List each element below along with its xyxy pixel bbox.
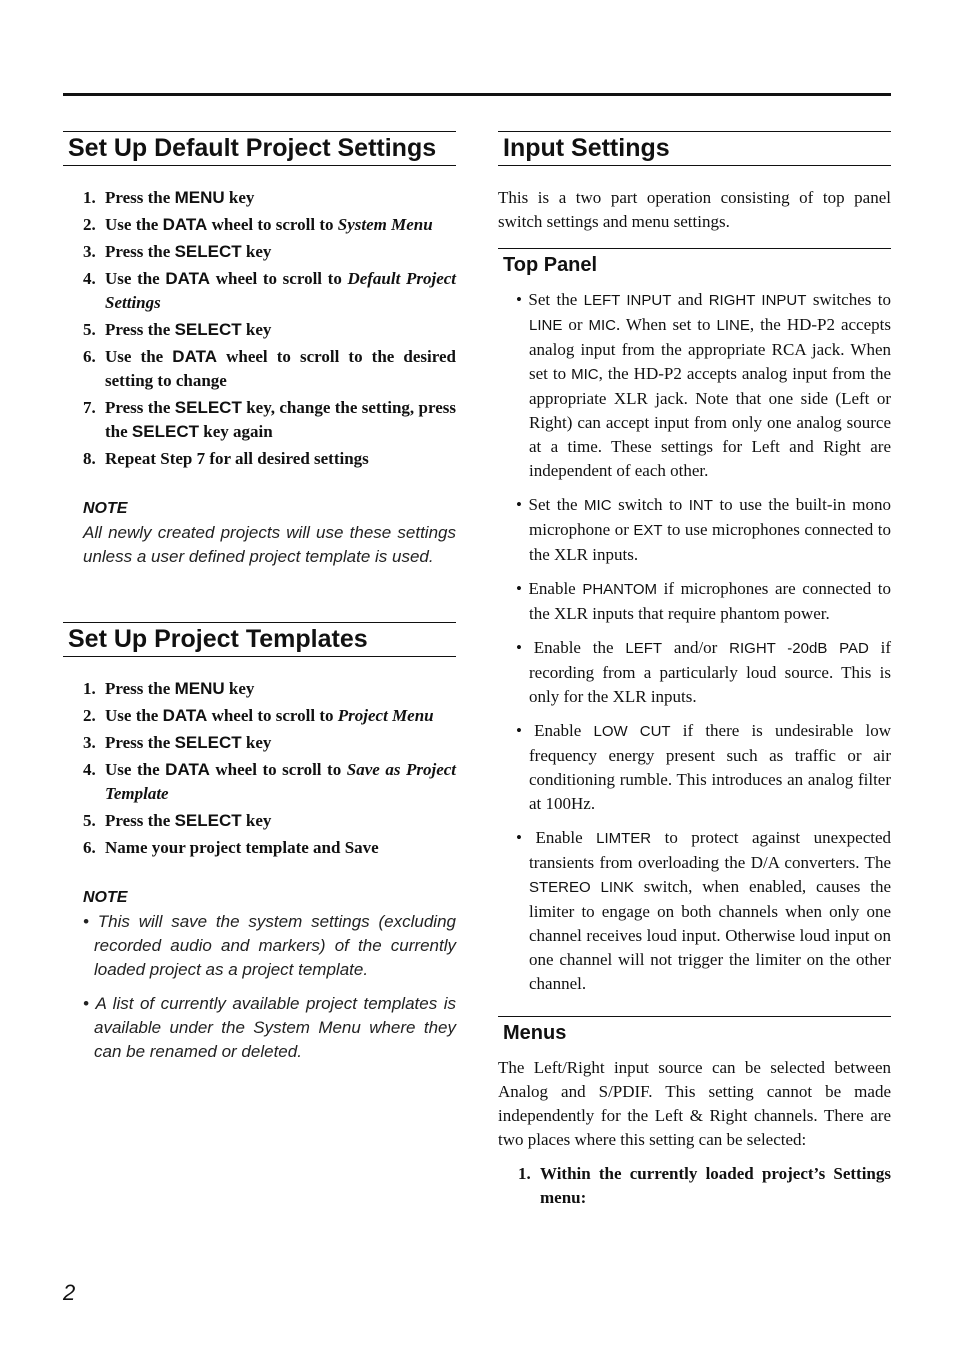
- step-item: 4. Use the DATA wheel to scroll to Save as Project Template: [83, 760, 457, 803]
- note-bullet: • This will save the system settings (excluding recorded audio and markers) of the currently loaded project as a project template.: [83, 912, 456, 979]
- step-item: 5. Press the SELECT key: [83, 811, 272, 830]
- note-bullet: • A list of currently available project templates is available under the System Menu where they can be renamed or deleted.: [83, 994, 456, 1061]
- step-item: 6. Name your project template and Save: [83, 838, 379, 857]
- menus-steps: [498, 1162, 891, 1210]
- step-item: 3. Press the SELECT key: [83, 733, 272, 752]
- step-item: 5. Press the SELECT key: [83, 320, 272, 339]
- top-panel-bullet: • Set the LEFT INPUT and RIGHT INPUT switches to LINE or MIC. When set to LINE, the HD-P2 accepts analog input from the appropriate RCA jack. When set to MIC, the HD-P2 accepts analog input from the appropriate XLR jack. Note that one side (Left or Right) can accept input from only one analog source at a time. These settings for Left and Right are independent of each other.: [516, 290, 892, 480]
- note-heading: NOTE: [83, 500, 128, 517]
- step-item: 1. Within the currently loaded project’s Settings menu:: [518, 1164, 891, 1207]
- page-number: 2: [63, 1280, 76, 1305]
- note-heading: NOTE: [83, 889, 128, 906]
- section-title-input-settings: Input Settings: [498, 131, 891, 166]
- note-text: All newly created projects will use these settings unless a user defined project template is used.: [83, 523, 456, 566]
- step-item: 1. Press the MENU key: [83, 679, 255, 698]
- step-item: 6. Use the DATA wheel to scroll to the desired setting to change: [83, 347, 457, 390]
- step-item: 3. Press the SELECT key: [83, 242, 272, 261]
- right-column: [498, 131, 891, 1213]
- section-title-project-templates: Set Up Project Templates: [63, 622, 456, 657]
- top-panel-bullet: • Set the MIC switch to INT to use the built-in mono microphone or EXT to use microphones connected to the XLR inputs.: [516, 495, 892, 564]
- top-panel-bullet: • Enable LIMTER to protect against unexpected transients from overloading the D/A converters. The STEREO LINK switch, when enabled, causes the limiter to engage on both channels when only one channel receives loud input. Otherwise loud input on one channel will not trigger the limiter on the other channel.: [516, 828, 892, 993]
- left-column: [63, 131, 456, 1074]
- step-item: 2. Use the DATA wheel to scroll to Project Menu: [83, 706, 434, 725]
- subheading-top-panel: Top Panel: [498, 248, 891, 278]
- top-panel-bullet: • Enable the LEFT and/or RIGHT -20dB PAD if recording from a particularly loud source. This is only for the XLR inputs.: [516, 638, 892, 706]
- step-item: 1. Press the MENU key: [83, 188, 255, 207]
- subheading-menus: Menus: [498, 1016, 891, 1046]
- step-item: 4. Use the DATA wheel to scroll to Default Project Settings: [83, 269, 457, 312]
- section-title-default-settings: Set Up Default Project Settings: [63, 131, 456, 166]
- top-panel-bullet: • Enable PHANTOM if microphones are connected to the XLR inputs that require phantom power.: [516, 579, 892, 623]
- top-panel-bullet: • Enable LOW CUT if there is undesirable low frequency energy present such as traffic or air conditioning rumble. This introduces an analog filter at 100Hz.: [516, 721, 892, 813]
- default-settings-steps: [63, 186, 456, 471]
- menus-paragraph: The Left/Right input source can be selected between Analog and S/PDIF. This setting cannot be made independently for the Left & Right channels. There are two places where this setting can be selected:: [498, 1058, 891, 1149]
- step-item: 2. Use the DATA wheel to scroll to System Menu: [83, 215, 433, 234]
- step-item: 8. Repeat Step 7 for all desired settings: [83, 449, 369, 468]
- intro-paragraph: This is a two part operation consisting of top panel switch settings and menu settings.: [498, 188, 891, 231]
- step-item: 7. Press the SELECT key, change the setting, press the SELECT key again: [83, 398, 456, 441]
- project-templates-steps: [63, 677, 456, 860]
- top-rule: [63, 93, 891, 96]
